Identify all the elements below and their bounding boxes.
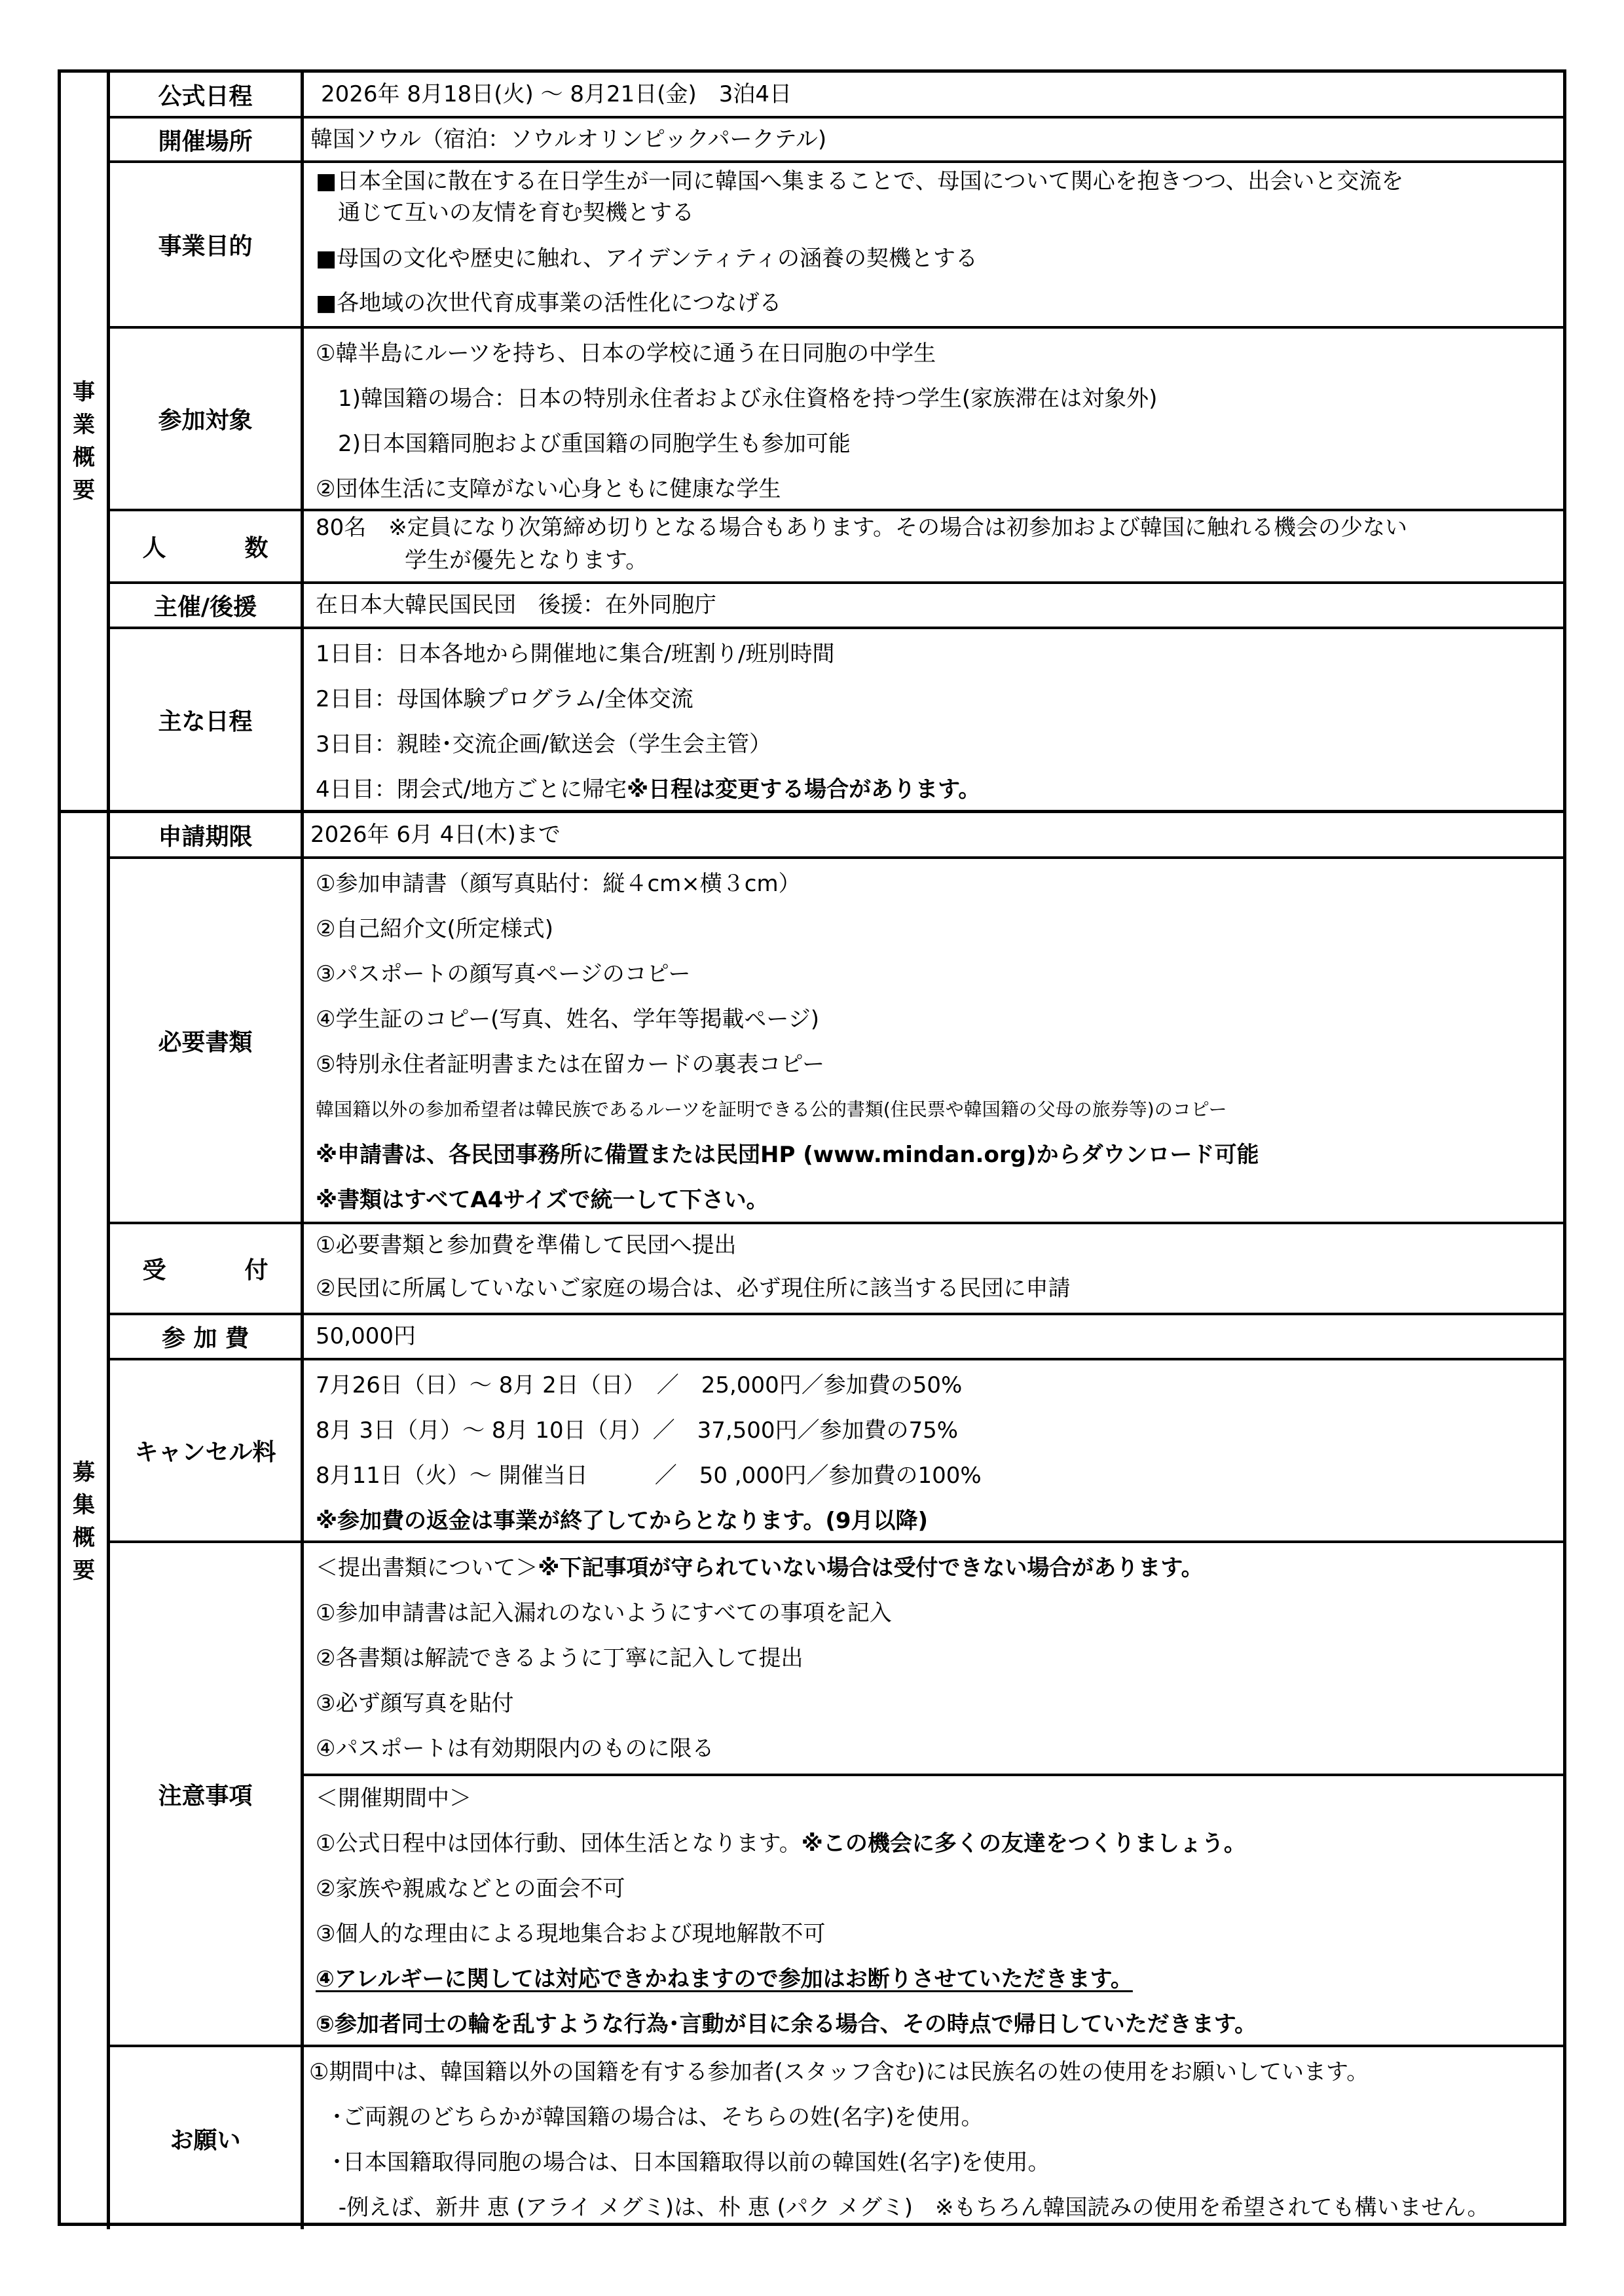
precaution-item [316,1824,1563,1869]
row-label: 事業目的 [110,163,304,326]
row-deadline [110,813,1563,859]
precautions-documents [304,1543,1563,1774]
precautions-during-event [304,1776,1563,2047]
precaution-item: ①参加申請書は記入漏れのないようにすべての事項を記入 [316,1600,892,1626]
precaution-item: ②各書類は解読できるように丁寧に記入して提出 [316,1645,803,1671]
purpose-line: ■各地域の次世代育成事業の活性化につなげる [316,290,782,316]
precaution-item: ③必ず顔写真を貼付 [316,1690,514,1717]
precautions-heading: ＜開催期間中＞ [316,1785,471,1812]
document-item: ③パスポートの顔写真ページのコピー [316,961,691,987]
precaution-item-text: ①公式日程中は団体行動、団体生活となります。 [316,1831,802,1857]
row-label: キャンセル料 [110,1360,304,1540]
schedule-day: 2日目：母国体験プログラム/全体交流 [316,686,693,712]
row-content [304,813,1563,856]
row-cancellation [110,1360,1563,1543]
eligibility-line: ②団体生活に支障がない心身ともに健康な学生 [316,476,781,502]
reception-line: ②民団に所属していないご家庭の場合は、必ず現住所に該当する民団に申請 [316,1275,1071,1302]
row-label: 申請期限 [110,813,304,856]
document-download-note: ※申請書は、各民団事務所に備置または民団HP (www.mindan.org)からダウンロード可能 [316,1142,1259,1168]
precaution-item: ③個人的な理由による現地集合および現地解散不可 [316,1921,826,1947]
precaution-item-conduct: ⑤参加者同士の輪を乱すような行為･言動が目に余る場合、その時点で帰日していただきます。 [316,2011,1257,2037]
section-label-char: 事 [73,379,95,405]
cancellation-tier: 7月26日（日）〜 8月 2日（日） ／ 25,000円／参加費の50% [316,1372,963,1398]
request-line: -例えば、新井 恵 (アライ メグミ)は、朴 恵 (パク メグミ) ※もちろん韓国読みの使用を希望されても構いません。 [309,2195,1490,2221]
row-label: 参 加 費 [110,1315,304,1358]
row-content [304,1224,1563,1313]
schedule-dates: 2026年 8月18日(火) 〜 8月21日(金) 3泊4日 [321,81,792,107]
document-item: ④学生証のコピー(写真、姓名、学年等掲載ページ) [316,1006,819,1032]
row-content [304,511,1563,581]
section-label-char: 業 [73,412,95,438]
row-label: 必要書類 [110,859,304,1222]
row-label: お願い [110,2047,304,2229]
venue-text: 韓国ソウル（宿泊：ソウルオリンピックパークテル) [310,126,827,153]
row-label [110,1224,304,1313]
row-venue [110,118,1563,163]
precautions-heading-text: ＜提出書類について＞ [316,1555,538,1581]
row-label: 公式日程 [110,73,304,116]
purpose-line: 通じて互いの友情を育む契機とする [316,200,694,226]
row-label-part: 受 [142,1257,166,1284]
row-content [304,859,1563,1222]
row-label: 参加対象 [110,329,304,509]
section-label-char: 要 [73,477,95,503]
row-content [304,163,1563,326]
row-content [304,2047,1563,2229]
schedule-day: 3日目：親睦･交流企画/歓送会（学生会主管） [316,731,772,757]
section-overview [61,73,1563,813]
row-label-part: 付 [244,1257,268,1284]
capacity-line: 80名 ※定員になり次第締め切りとなる場合もあります。その場合は初参加および韓国に触れる機会の少ない [316,515,1408,541]
row-required-documents [110,859,1563,1224]
eligibility-line: ①韓半島にルーツを持ち、日本の学校に通う在日同胞の中学生 [316,340,936,367]
schedule-day-text: 4日目：閉会式/地方ごとに帰宅 [316,776,627,803]
document-item: ①参加申請書（顔写真貼付：縦４cm×横３cm） [316,871,801,897]
row-content [304,629,1563,810]
info-table [58,69,1566,2226]
section-label-char: 概 [73,1524,95,1551]
row-eligibility [110,329,1563,511]
row-content [304,1360,1563,1540]
row-label: 開催場所 [110,118,304,160]
row-main-schedule [110,629,1563,810]
document-item: ⑤特別永住者証明書または在留カードの裏表コピー [316,1051,825,1078]
precaution-item: ②家族や親戚などとの面会不可 [316,1876,625,1902]
precaution-item-allergy [316,1959,1563,2005]
document-item: ②自己紹介文(所定様式) [316,916,554,942]
document-note: 韓国籍以外の参加希望者は韓民族であるルーツを証明できる公的書類(住民票や韓国籍の父母の旅券等)のコピー [316,1099,1227,1120]
row-official-schedule [110,73,1563,118]
row-precautions [110,1543,1563,2047]
schedule-change-note: ※日程は変更する場合があります。 [627,776,981,803]
reception-line: ①必要書類と参加費を準備して民団へ提出 [316,1232,737,1258]
row-label-part: 数 [244,535,268,562]
allergy-notice: ④アレルギーに関しては対応できかねますので参加はお断りさせていただきます。 [316,1966,1133,1992]
section-label-char: 要 [73,1557,95,1584]
purpose-line: ■日本全国に散在する在日学生が一同に韓国へ集まることで、母国について関心を抱きつつ、出会いと交流を [316,168,1404,194]
row-content [304,1315,1563,1358]
section-label-char: 募 [73,1459,95,1485]
row-content [304,73,1563,116]
row-capacity [110,511,1563,584]
row-content [304,118,1563,160]
row-label-part: 人 [142,535,166,562]
deadline-text: 2026年 6月 4日(木)まで [310,822,561,848]
cancellation-tier: 8月 3日（月）〜 8月 10日（月）／ 37,500円／参加費の75% [316,1417,959,1444]
section-recruitment [61,813,1563,2229]
row-label: 主な日程 [110,629,304,810]
section-label-recruitment [61,813,110,2229]
row-purpose [110,163,1563,329]
request-line: ①期間中は、韓国籍以外の国籍を有する参加者(スタッフ含む)には民族名の姓の使用をお願いしています。 [309,2059,1369,2085]
row-label: 主催/後援 [110,584,304,627]
row-reception [110,1224,1563,1315]
row-content [304,584,1563,627]
document-size-note: ※書類はすべてA4サイズで統一して下さい。 [316,1187,769,1213]
row-organizer [110,584,1563,629]
row-fee [110,1315,1563,1360]
refund-note: ※参加費の返金は事業が終了してからとなります。(9月以降) [316,1508,929,1534]
section-label-char: 概 [73,445,95,471]
organizer-text: 在日本大韓民国民団 後援：在外同胞庁 [316,592,716,618]
row-label: 注意事項 [110,1543,304,2045]
capacity-line: 学生が優先となります。 [316,547,648,574]
row-label [110,511,304,581]
schedule-day [316,770,1563,815]
eligibility-line: 2)日本国籍同胞および重国籍の同胞学生も参加可能 [316,431,851,457]
request-line: ･ご両親のどちらかが韓国籍の場合は、そちらの姓(名字)を使用。 [309,2104,984,2130]
request-line: ･日本国籍取得同胞の場合は、日本国籍取得以前の韓国姓(名字)を使用。 [309,2149,1050,2176]
row-content [304,329,1563,509]
precautions-heading [316,1548,1563,1594]
precaution-encouragement: ※この機会に多くの友達をつくりましょう。 [801,1831,1246,1857]
eligibility-line: 1)韓国籍の場合：日本の特別永住者および永住資格を持つ学生(家族滞在は対象外) [316,386,1158,412]
fee-amount: 50,000円 [316,1323,416,1349]
schedule-day: 1日目：日本各地から開催地に集合/班割り/班別時間 [316,641,835,667]
cancellation-tier: 8月11日（火）〜 開催当日 ／ 50 ,000円／参加費の100% [316,1463,982,1489]
purpose-line: ■母国の文化や歴史に触れ、アイデンティティの涵養の契機とする [316,246,978,272]
section-label-overview [61,73,110,810]
row-request [110,2047,1563,2229]
section-label-char: 集 [73,1491,95,1518]
precautions-warning: ※下記事項が守られていない場合は受付できない場合があります。 [538,1555,1204,1581]
precaution-item: ④パスポートは有効期限内のものに限る [316,1736,714,1762]
